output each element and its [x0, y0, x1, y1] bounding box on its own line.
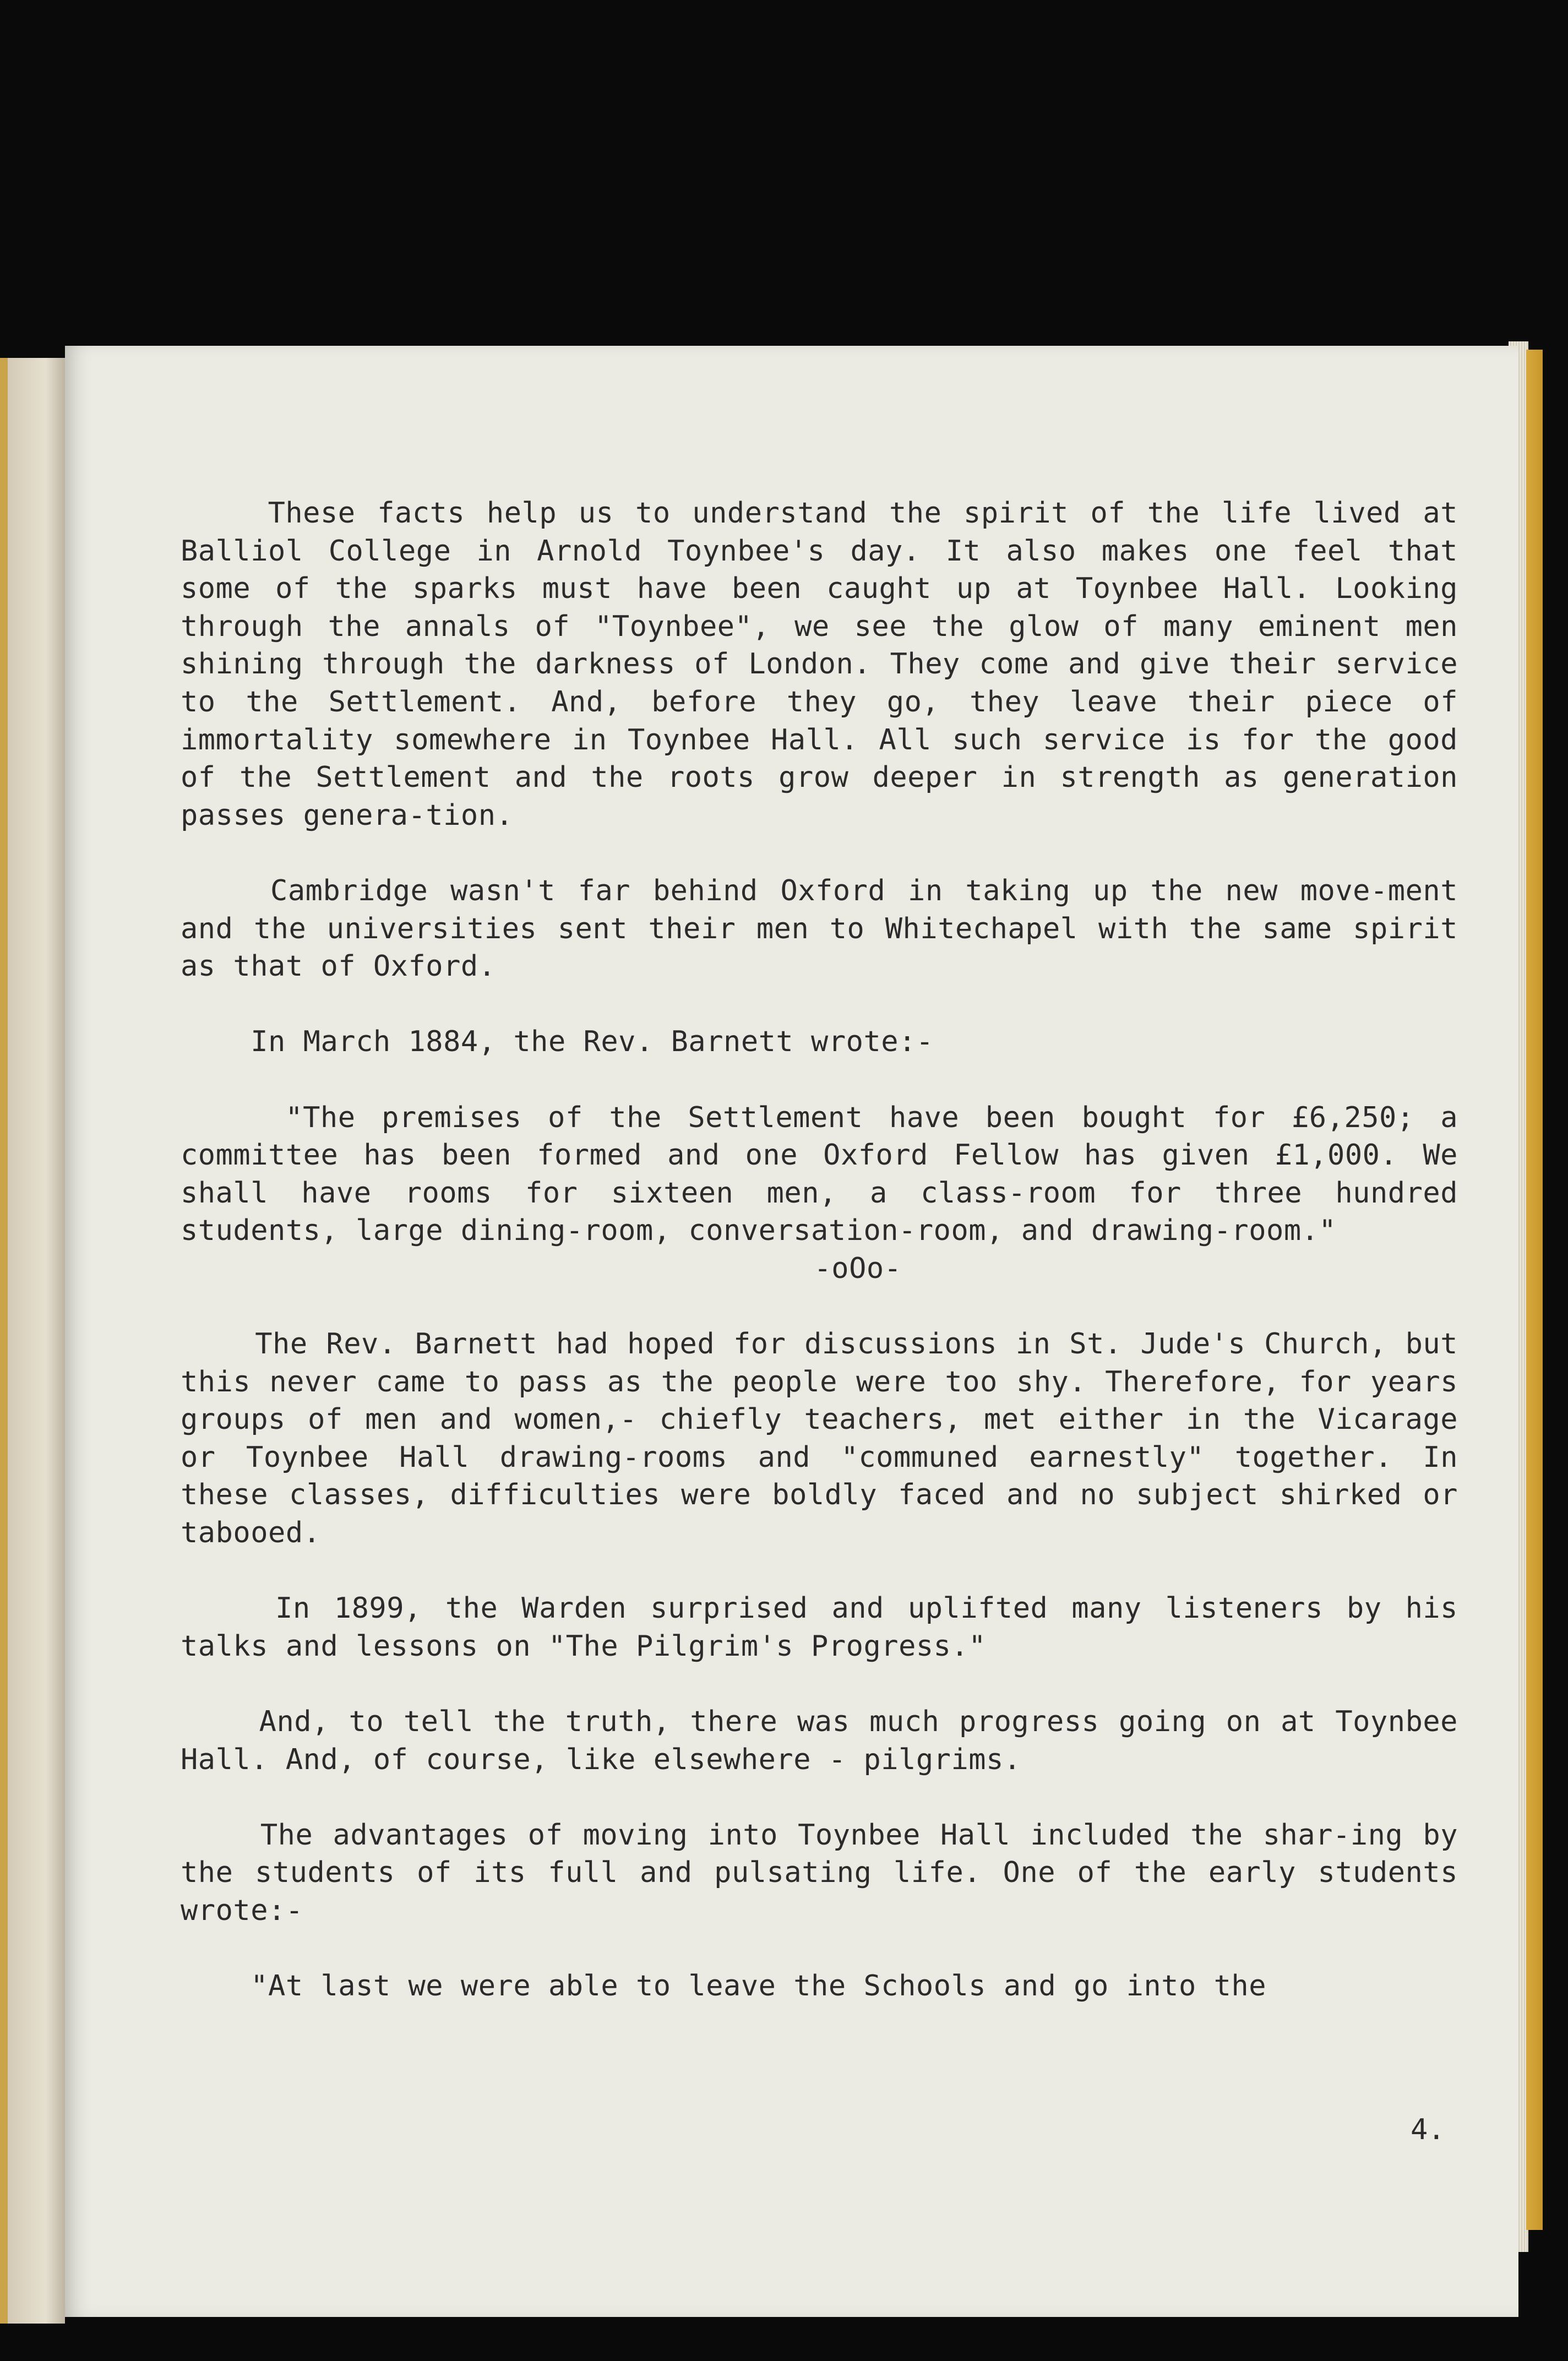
section-divider: -oOo-	[814, 1252, 902, 1285]
paragraph-advantages: The advantages of moving into Toynbee Hall included the shar-ing by the students of its full and pulsating life. One of the early students wrote:-	[181, 1818, 1476, 1927]
paragraph-pilgrims-progress: In 1899, the Warden surprised and uplifted many listeners by his talks and lessons on "The Pilgrim's Progress."	[181, 1592, 1476, 1663]
page-text	[181, 494, 1476, 2005]
facing-page-edge	[0, 358, 65, 2324]
book-page	[65, 346, 1518, 2317]
book-cover-edge	[1526, 350, 1543, 2230]
quote-early-student: "At last we were able to leave the Schools and go into the	[181, 1970, 1267, 2003]
paragraph-progress: And, to tell the truth, there was much progress going on at Toynbee Hall. And, of course, like elsewhere - pilgrims.	[181, 1705, 1476, 1776]
paragraph-discussions: The Rev. Barnett had hoped for discussions in St. Jude's Church, but this never came to pass as the people were too shy. Therefore, for years groups of men and women,- chiefly teachers, met either in the Vicarage or Toynbee Hall drawing-rooms and "communed earnestly" together. In these classes, difficulties were boldly faced and no subject shirked or tabooed.	[181, 1328, 1476, 1550]
paragraph-toynbee-spirit: These facts help us to understand the spirit of the life lived at Balliol College in Arnold Toynbee's day. It also makes one feel that some of the sparks must have been caught up at Toynbee Hall. Looking through the annals of "Toynbee", we see the glow of many eminent men shining through the darkness of London. They come and give their service to the Settlement. And, before they go, they leave their piece of immortality somewhere in Toynbee Hall. All such service is for the good of the Settlement and the roots grow deeper in strength as generation passes genera-tion.	[181, 497, 1476, 832]
page-number: 4.	[1411, 2113, 1445, 2146]
quote-barnett-premises: "The premises of the Settlement have been bought for £6,250; a committee has been formed and one Oxford Fellow has given £1,000. We shall have rooms for sixteen men, a class-room for three hundred students, large dining-room, conversation-room, and drawing-room."	[181, 1101, 1476, 1248]
paragraph-march-1884: In March 1884, the Rev. Barnett wrote:-	[181, 1025, 934, 1059]
paragraph-cambridge: Cambridge wasn't far behind Oxford in taking up the new move-ment and the universities sent their men to Whitechapel with the same spirit as that of Oxford.	[181, 874, 1476, 983]
